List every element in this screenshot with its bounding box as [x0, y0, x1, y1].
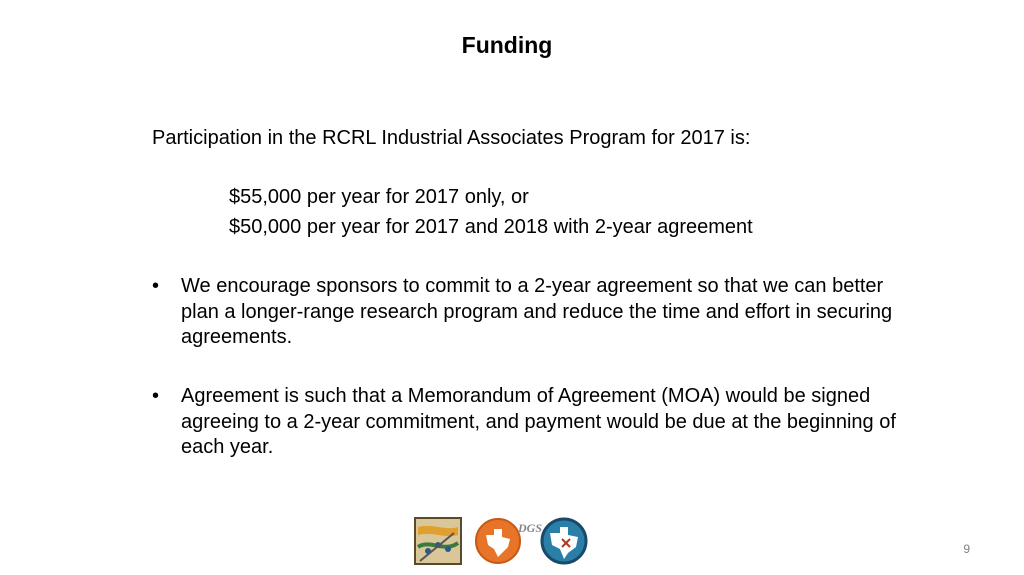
rcrl-logo	[414, 517, 462, 565]
bullet-item	[152, 274, 922, 351]
bullet-text: Agreement is such that a Memorandum of Agreement (MOA) would be signed agreeing to a 2-year commitment, and payment would be due at the beginning of each year.	[181, 385, 896, 458]
bullet-dot: •	[152, 385, 160, 407]
dgs-label: DGS	[518, 521, 543, 535]
price-option-two: $50,000 per year for 2017 and 2018 with 2-year agreement	[229, 216, 753, 238]
price-option-one: $55,000 per year for 2017 only, or	[229, 186, 529, 208]
intro-text: Participation in the RCRL Industrial Associates Program for 2017 is:	[152, 127, 751, 149]
slide-title: Funding	[461, 32, 553, 58]
texas-blue-globe-logo	[540, 517, 588, 565]
page-number: 9	[963, 542, 970, 556]
bullet-item	[152, 384, 922, 461]
texas-orange-logo	[474, 517, 522, 565]
bullet-text: We encourage sponsors to commit to a 2-year agreement so that we can better plan a longer-range research program and reduce the time and effort in securing agreements.	[181, 275, 893, 348]
bullet-dot: •	[152, 275, 160, 297]
logo-strip	[414, 515, 590, 567]
